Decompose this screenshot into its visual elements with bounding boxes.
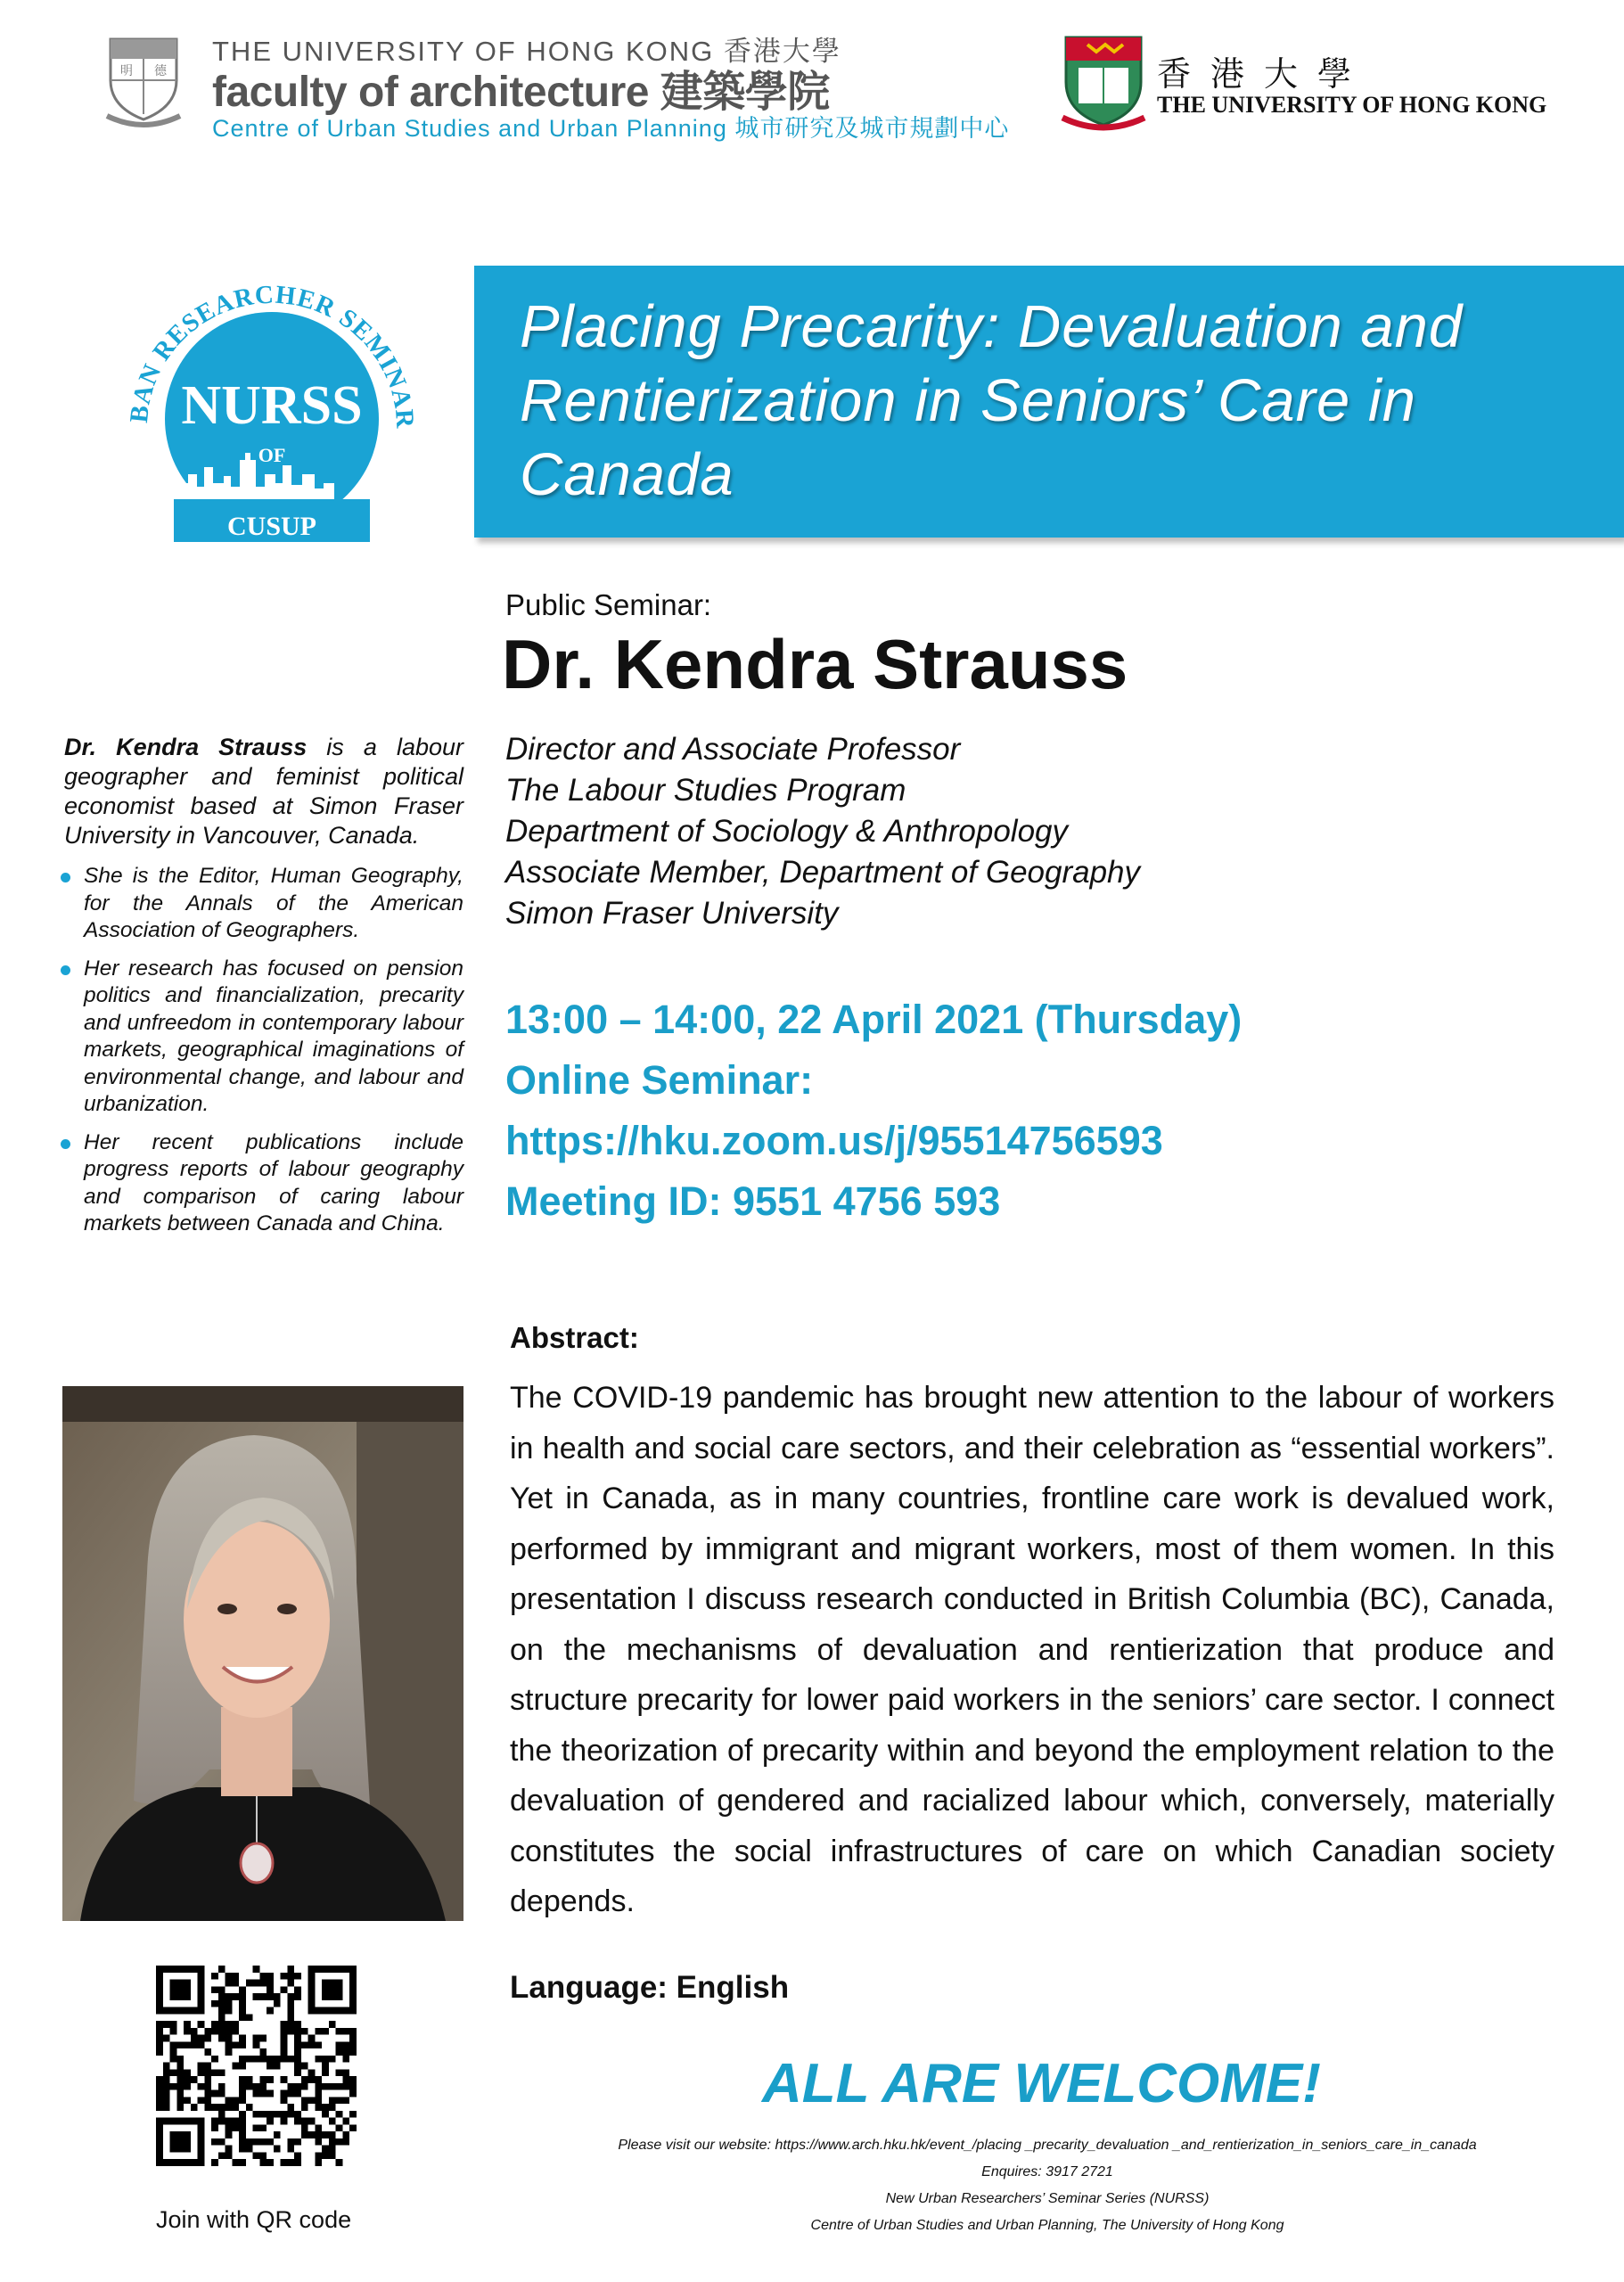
nurss-org: CUSUP bbox=[226, 512, 317, 541]
event-mode: Online Seminar: bbox=[505, 1057, 814, 1103]
affiliation-line: Director and Associate Professor bbox=[505, 732, 961, 767]
seminar-title: Placing Precarity: Devaluation and Rentierization in Seniors’ Care in Canada bbox=[520, 293, 1464, 508]
bio-bullets bbox=[53, 863, 463, 1249]
bio-bullet bbox=[53, 956, 463, 1119]
abstract-text: The COVID-19 pandemic has brought new attention to the labour of workers in health and social care sectors, and their celebration as “essential workers”. Yet in Canada, as in many countries, frontline care work is devalued work, performed by immigrant and migrant workers, most of them women. In this presentation I discuss research conducted in British Columbia (BC), Canada, on the mechanisms of devaluation and rentierization that produce and structure precarity for lower paid workers in the seniors’ care sector. I connect the theorization of precarity within and beyond the employment relation to the devaluation of gendered and racialized labour which, conversely, materially constitutes the social infrastructures of care on which Canadian society depends. bbox=[510, 1381, 1554, 1918]
meeting-id: Meeting ID: 9551 4756 593 bbox=[505, 1178, 1001, 1224]
speaker-affiliations bbox=[505, 729, 1140, 934]
svg-text:明: 明 bbox=[120, 64, 133, 78]
bio-bullet-text: Her research has focused on pension politics and financialization, precarity and unfreedom in contemporary labour markets, geographical imaginations of environmental change, and labour and urbanization. bbox=[84, 956, 463, 1116]
speaker-name: Dr. Kendra Strauss bbox=[502, 625, 1128, 703]
svg-text:德: 德 bbox=[154, 64, 167, 78]
bio-bullet-text: Her recent publications include progress reports of labour geography and comparison of caring labour markets between Canada and China. bbox=[84, 1129, 463, 1235]
bio-intro: is a labour geographer and feminist political economist based at Simon Fraser University in Vancouver, Canada. bbox=[64, 734, 464, 849]
nurss-arc-text: BAN RESEARCHER SEMINAR bbox=[124, 280, 420, 431]
nurss-acronym: NURSS bbox=[181, 375, 363, 436]
hku-crest-logo bbox=[1061, 34, 1146, 132]
hku-name-chinese: 香港大學 bbox=[1157, 54, 1372, 94]
welcome-banner: ALL ARE WELCOME! bbox=[762, 2053, 1321, 2114]
speaker-bio bbox=[64, 733, 463, 850]
faculty-header-line2: faculty of architecture 建築學院 bbox=[212, 69, 830, 116]
qr-code[interactable] bbox=[156, 1966, 357, 2166]
affiliation-line: Associate Member, Department of Geography bbox=[505, 855, 1141, 890]
nurss-of: OF bbox=[258, 444, 286, 466]
faculty-header-line3: Centre of Urban Studies and Urban Planning 城市研究及城市規劃中心 bbox=[212, 115, 1010, 142]
qr-code-label: Join with QR code bbox=[156, 2206, 352, 2233]
bullet-dot-icon bbox=[61, 873, 70, 882]
bullet-dot-icon bbox=[61, 965, 70, 975]
footer-series: New Urban Researchers’ Seminar Series (NURSS) bbox=[885, 2191, 1210, 2206]
bio-bullet-text: She is the Editor, Human Geography, for the Annals of the American Association of Geographers. bbox=[84, 864, 463, 942]
abstract-heading: Abstract: bbox=[510, 1321, 639, 1354]
hku-name-english: THE UNIVERSITY OF HONG KONG bbox=[1157, 92, 1547, 118]
bio-name: Dr. Kendra Strauss bbox=[64, 734, 308, 760]
faculty-header-line1: THE UNIVERSITY OF HONG KONG 香港大學 bbox=[212, 36, 841, 67]
speaker-photo bbox=[62, 1386, 463, 1921]
language-info: Language: English bbox=[510, 1970, 790, 2005]
footer-centre: Centre of Urban Studies and Urban Planning, The University of Hong Kong bbox=[810, 2218, 1284, 2233]
footer-enquires: Enquires: 3917 2721 bbox=[981, 2164, 1113, 2179]
bio-bullet bbox=[53, 863, 463, 945]
affiliation-line: Department of Sociology & Anthropology bbox=[505, 814, 1069, 849]
event-type-label: Public Seminar: bbox=[505, 588, 712, 621]
zoom-link[interactable]: https://hku.zoom.us/j/95514756593 bbox=[505, 1118, 1163, 1163]
bullet-dot-icon bbox=[61, 1139, 70, 1149]
event-time: 13:00 – 14:00, 22 April 2021 (Thursday) bbox=[505, 997, 1243, 1042]
affiliation-line: Simon Fraser University bbox=[505, 896, 839, 931]
event-details bbox=[505, 989, 1242, 1232]
footer-website[interactable]: Please visit our website: https://www.arch.hku.hk/event_/placing _precarity_devaluation _and_rentierization_in_seniors_care_in_canada bbox=[618, 2138, 1477, 2153]
bio-bullet bbox=[53, 1129, 463, 1238]
faculty-crest-logo bbox=[103, 34, 184, 128]
affiliation-line: The Labour Studies Program bbox=[505, 773, 906, 808]
nurss-logo bbox=[111, 241, 432, 562]
